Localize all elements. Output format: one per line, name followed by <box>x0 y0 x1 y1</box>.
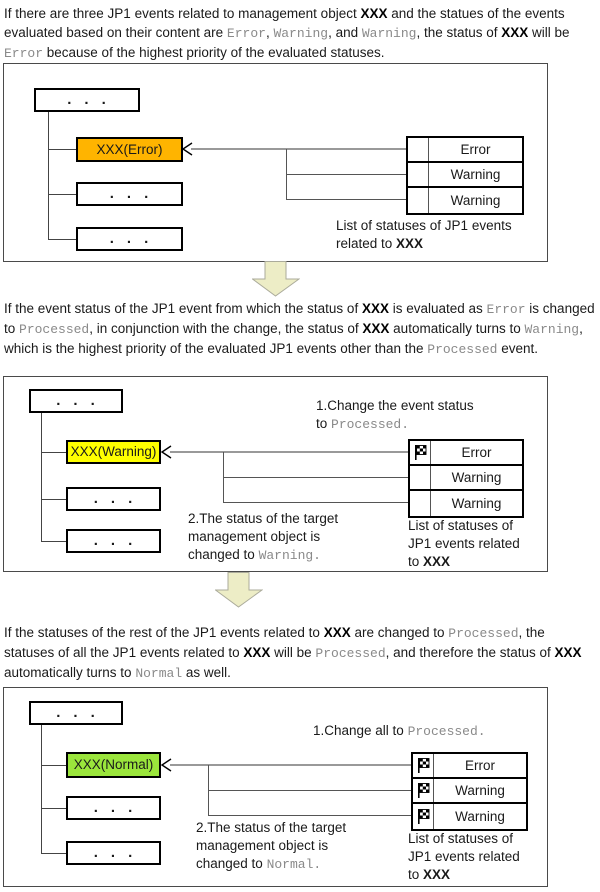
table-row <box>408 163 522 188</box>
status-keyword: Processed <box>315 646 386 661</box>
tree-branch-line <box>41 541 66 542</box>
table-row <box>408 188 522 213</box>
status-keyword: Normal. <box>266 857 322 872</box>
tree-branch-line <box>48 194 76 195</box>
node-label: XXX(Warning) <box>70 444 157 459</box>
flag-cell <box>408 163 429 186</box>
table-row <box>410 441 522 466</box>
diagram-normal-after-all-processed <box>3 687 548 887</box>
object-name: XXX <box>323 625 351 640</box>
text: , the statuses of all the JP1 events related to <box>4 625 545 660</box>
status-table <box>411 752 528 831</box>
tree-trunk-line <box>41 413 42 541</box>
text: changed to <box>188 547 259 562</box>
ellipsis-dots: ... <box>109 230 162 247</box>
annotation-target-status <box>196 819 346 874</box>
connector-line <box>223 477 408 478</box>
tree-trunk-line <box>48 112 49 239</box>
arrowhead-icon <box>160 445 172 459</box>
table-row <box>410 491 522 516</box>
connector-line <box>191 148 406 150</box>
connector-line <box>170 451 408 453</box>
connector-line <box>286 174 406 175</box>
intro-paragraph-3 <box>4 623 598 683</box>
caption-line: List of statuses of <box>408 831 514 846</box>
flag-cell <box>413 804 434 829</box>
status-keyword: Warning <box>524 322 580 337</box>
caption-line: JP1 events related <box>408 536 520 551</box>
table-row <box>408 138 522 163</box>
object-name: XXX <box>423 867 451 882</box>
object-name: XXX <box>243 645 271 660</box>
table-caption <box>408 517 520 571</box>
text: is changed to <box>4 301 595 336</box>
table-row <box>413 779 526 804</box>
tree-trunk-line <box>41 725 42 853</box>
table-caption <box>408 830 520 884</box>
caption-line <box>408 866 520 884</box>
text: will be <box>528 25 570 40</box>
text: is evaluated as <box>388 301 487 316</box>
text: as well. <box>182 665 231 680</box>
caption-line <box>408 553 520 571</box>
checkered-flag-icon <box>414 445 427 461</box>
status-cell: Warning <box>450 193 501 208</box>
ellipsis-dots: ... <box>93 532 146 549</box>
text: changed to <box>196 856 267 871</box>
status-table <box>408 439 524 518</box>
tree-branch-line <box>48 239 76 240</box>
ellipsis-node <box>66 487 161 511</box>
annotation-change-status <box>313 722 486 741</box>
text: If the statuses of the rest of the JP1 events related to <box>4 625 324 640</box>
tree-branch-line <box>41 452 66 453</box>
status-cell: Warning <box>451 470 502 485</box>
text: , and therefore the status of <box>385 645 555 660</box>
checkered-flag-icon <box>417 783 430 799</box>
ellipsis-node <box>66 796 161 820</box>
ellipsis-dots: ... <box>93 844 146 861</box>
text: because of the highest priority of the evaluated statuses. <box>43 45 385 60</box>
table-row <box>410 466 522 491</box>
text: will be <box>270 645 316 660</box>
text: If the event status of the JP1 event from which the status of <box>4 301 362 316</box>
text: and the statues of the events evaluated based on their content are <box>4 6 565 40</box>
status-cell: Warning <box>451 496 502 511</box>
status-keyword: Processed. <box>331 417 410 432</box>
status-cell: Error <box>460 142 491 157</box>
ellipsis-node <box>66 529 161 553</box>
text: , in conjunction with the change, the status of <box>89 321 363 336</box>
ellipsis-node <box>29 701 123 725</box>
intro-paragraph-1 <box>4 4 598 63</box>
node-label: XXX(Error) <box>96 141 163 157</box>
connector-line <box>286 199 406 200</box>
table-caption <box>336 217 512 253</box>
checkered-flag-icon <box>417 809 430 825</box>
diagram-warning-after-processed <box>3 376 548 572</box>
status-cell: Error <box>465 758 495 773</box>
table-row <box>413 754 526 779</box>
tree-branch-line <box>41 765 66 766</box>
ellipsis-dots: ... <box>93 799 146 816</box>
status-keyword: Warning <box>273 26 329 41</box>
annotation-line: management object is <box>188 529 321 544</box>
object-name: XXX <box>362 321 390 336</box>
ellipsis-dots: ... <box>56 704 108 721</box>
text: automatically turns to <box>389 321 525 336</box>
node-label: XXX(Normal) <box>73 757 154 772</box>
text: to <box>408 867 424 882</box>
status-cell: Warning <box>455 809 505 824</box>
status-keyword: Processed <box>427 342 498 357</box>
annotation-line <box>196 855 346 874</box>
text: automatically turns to <box>4 665 136 680</box>
status-keyword: Warning. <box>258 548 321 563</box>
flag-cell <box>410 441 431 464</box>
annotation-line <box>316 415 474 434</box>
caption-line: List of statuses of JP1 events <box>336 218 512 233</box>
diagram-initial-error <box>3 63 548 262</box>
object-name: XXX <box>501 25 529 40</box>
ellipsis-dots: ... <box>67 91 119 108</box>
text: 1.Change all to <box>313 723 408 738</box>
text: , which is the highest priority of the evaluated JP1 events other than the <box>4 321 583 356</box>
flag-cell <box>413 779 434 802</box>
text: to <box>316 416 332 431</box>
management-object-node <box>76 137 183 162</box>
tree-branch-line <box>41 499 66 500</box>
status-keyword: Normal <box>135 666 183 681</box>
text: , the status of <box>416 25 502 40</box>
status-cell: Error <box>461 445 492 460</box>
object-name: XXX <box>554 645 582 660</box>
ellipsis-dots: ... <box>56 392 108 409</box>
status-cell: Warning <box>450 167 501 182</box>
flag-cell <box>413 754 434 777</box>
management-object-node <box>66 752 161 778</box>
status-keyword: Error <box>4 46 44 61</box>
status-keyword: Processed <box>448 626 519 641</box>
text: are changed to <box>350 625 449 640</box>
arrowhead-icon <box>181 142 193 156</box>
status-keyword: Processed. <box>407 724 486 739</box>
caption-line: List of statuses of <box>408 518 514 533</box>
caption-line: JP1 events related <box>408 849 520 864</box>
object-name: XXX <box>360 6 388 21</box>
ellipsis-node <box>66 841 161 865</box>
ellipsis-node <box>76 182 183 206</box>
status-keyword: Error <box>226 26 266 41</box>
object-name: XXX <box>361 301 389 316</box>
down-arrow-icon <box>215 572 263 608</box>
text: If there are three JP1 events related to management object <box>4 6 361 21</box>
text: to <box>408 554 424 569</box>
flag-cell <box>408 188 429 213</box>
annotation-change-status <box>316 397 474 434</box>
flag-cell <box>410 466 431 489</box>
status-keyword: Processed <box>19 322 90 337</box>
object-name: XXX <box>423 554 451 569</box>
checkered-flag-icon <box>417 758 430 774</box>
table-row <box>413 804 526 829</box>
text: related to <box>336 236 397 251</box>
status-table <box>406 136 524 215</box>
annotation-line: 2.The status of the target <box>196 820 347 835</box>
annotation-line <box>188 546 338 565</box>
object-name: XXX <box>396 236 424 251</box>
annotation-line <box>313 722 486 741</box>
flag-cell <box>408 138 429 161</box>
status-cell: Warning <box>455 783 505 798</box>
caption-line <box>336 235 512 253</box>
ellipsis-dots: ... <box>93 490 146 507</box>
intro-paragraph-2 <box>4 299 598 359</box>
tree-branch-line <box>41 853 66 854</box>
annotation-line: 2.The status of the target <box>188 511 339 526</box>
ellipsis-dots: ... <box>109 185 162 202</box>
connector-line <box>223 502 408 503</box>
tree-branch-line <box>48 149 76 150</box>
text: , <box>265 25 274 40</box>
annotation-line: management object is <box>196 838 329 853</box>
down-arrow-icon <box>252 261 300 297</box>
connector-line <box>170 764 411 766</box>
status-keyword: Warning <box>361 26 417 41</box>
status-keyword: Error <box>486 302 526 317</box>
tree-branch-line <box>41 808 66 809</box>
annotation-line: 1.Change the event status <box>316 398 474 413</box>
ellipsis-node <box>76 227 183 251</box>
ellipsis-node <box>29 389 123 413</box>
connector-line <box>208 815 411 816</box>
text: event. <box>497 341 539 356</box>
flag-cell <box>410 491 431 516</box>
arrowhead-icon <box>160 758 172 772</box>
text: , and <box>328 25 362 40</box>
connector-line <box>208 790 411 791</box>
ellipsis-node <box>34 88 140 112</box>
annotation-target-status <box>188 510 338 565</box>
management-object-node <box>66 440 161 464</box>
